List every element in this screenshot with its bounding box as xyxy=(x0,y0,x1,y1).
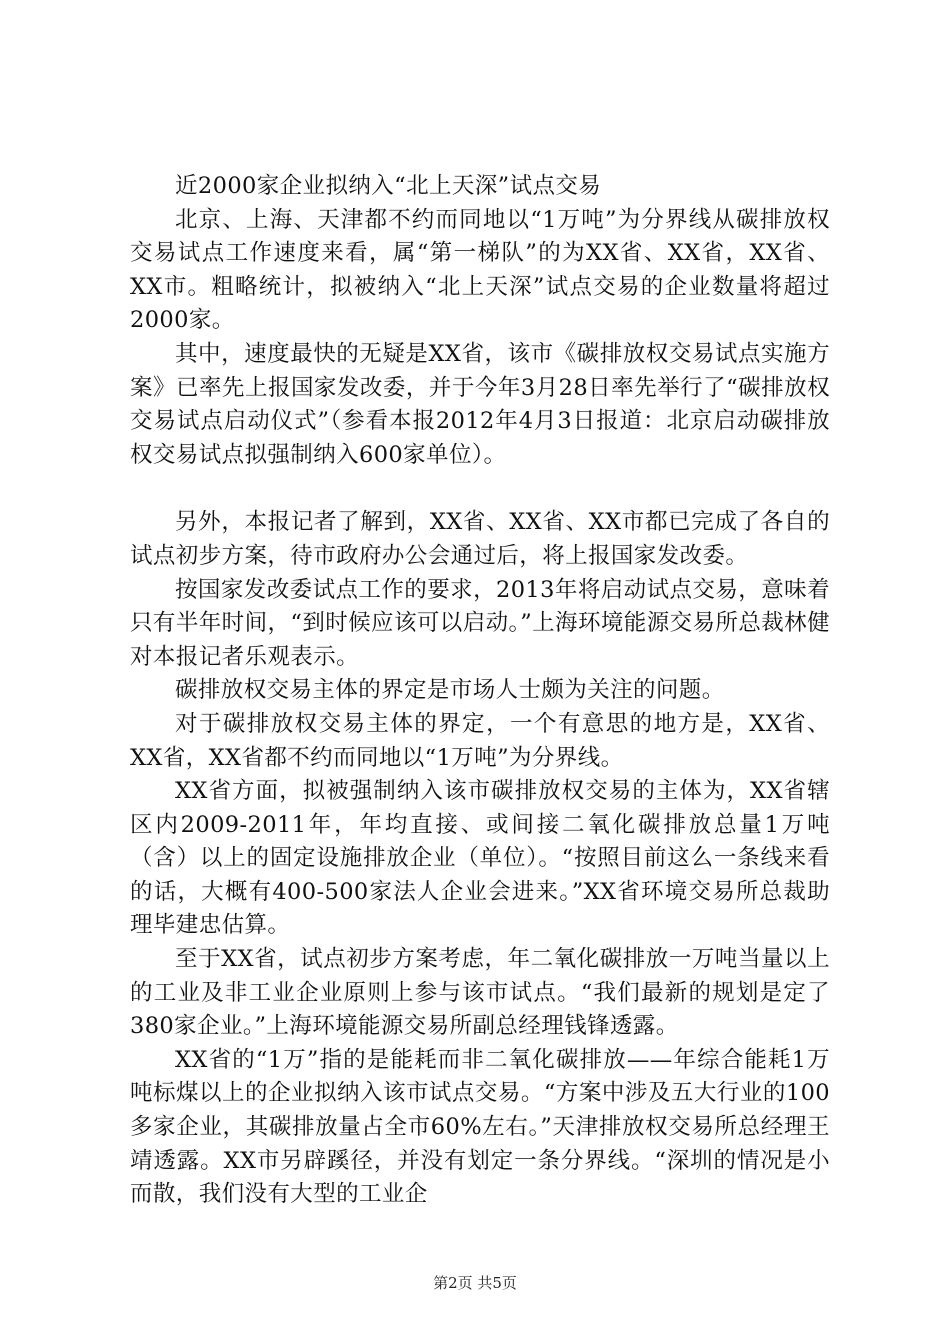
paragraph-1: 北京、上海、天津都不约而同地以“1万吨”为分界线从碳排放权交易试点工作速度来看，属“第一梯队”的为XX省、XX省，XX省、XX市。粗略统计，拟被纳入“北上天深”试点交易的企业数量将超过2000家。 xyxy=(130,206,830,334)
paragraph-9: XX省的“1万”指的是能耗而非二氧化碳排放——年综合能耗1万吨标煤以上的企业拟纳入该市试点交易。“方案中涉及五大行业的100多家企业，其碳排放量占全市60%左右。”天津排放权交易所总经理王靖透露。XX市另辟蹊径，并没有划定一条分界线。“深圳的情况是小而散，我们没有大型的工业企 xyxy=(130,1046,830,1208)
paragraph-3: 另外，本报记者了解到，XX省、XX省、XX市都已完成了各自的试点初步方案，待市政府办公会通过后，将上报国家发改委。 xyxy=(130,509,830,569)
paragraph-4: 按国家发改委试点工作的要求，2013年将启动试点交易，意味着只有半年时间，“到时候应该可以启动。”上海环境能源交易所总裁林健对本报记者乐观表示。 xyxy=(130,576,830,670)
article-body xyxy=(130,170,830,1212)
page-number-label: 第2页 共5页 xyxy=(433,1274,517,1292)
paragraph-6: 对于碳排放权交易主体的界定，一个有意思的地方是，XX省、XX省，XX省都不约而同地以“1万吨”为分界线。 xyxy=(130,710,830,771)
paragraph-8: 至于XX省，试点初步方案考虑，年二氧化碳排放一万吨当量以上的工业及非工业企业原则上参与该市试点。“我们最新的规划是定了380家企业。”上海环境能源交易所副总经理钱锋透露。 xyxy=(130,946,830,1040)
paragraph-2: 其中，速度最快的无疑是XX省，该市《碳排放权交易试点实施方案》已率先上报国家发改委，并于今年3月28日率先举行了“碳排放权交易试点启动仪式”（参看本报2012年4月3日报道：北京启动碳排放权交易试点拟强制纳入600家单位）。 xyxy=(130,340,830,468)
paragraph-7: XX省方面，拟被强制纳入该市碳排放权交易的主体为，XX省辖区内2009-2011年，年均直接、或间接二氧化碳排放总量1万吨（含）以上的固定设施排放企业（单位）。“按照目前这么一条线来看的话，大概有400-500家法人企业会进来。”XX省环境交易所总裁助理毕建忠估算。 xyxy=(130,778,830,939)
paragraph-5: 碳排放权交易主体的界定是市场人士颇为关注的问题。 xyxy=(175,677,725,704)
paragraph-gap xyxy=(130,472,830,506)
page-footer xyxy=(0,1273,950,1293)
article-headline: 近2000家企业拟纳入“北上天深”试点交易 xyxy=(175,173,602,199)
